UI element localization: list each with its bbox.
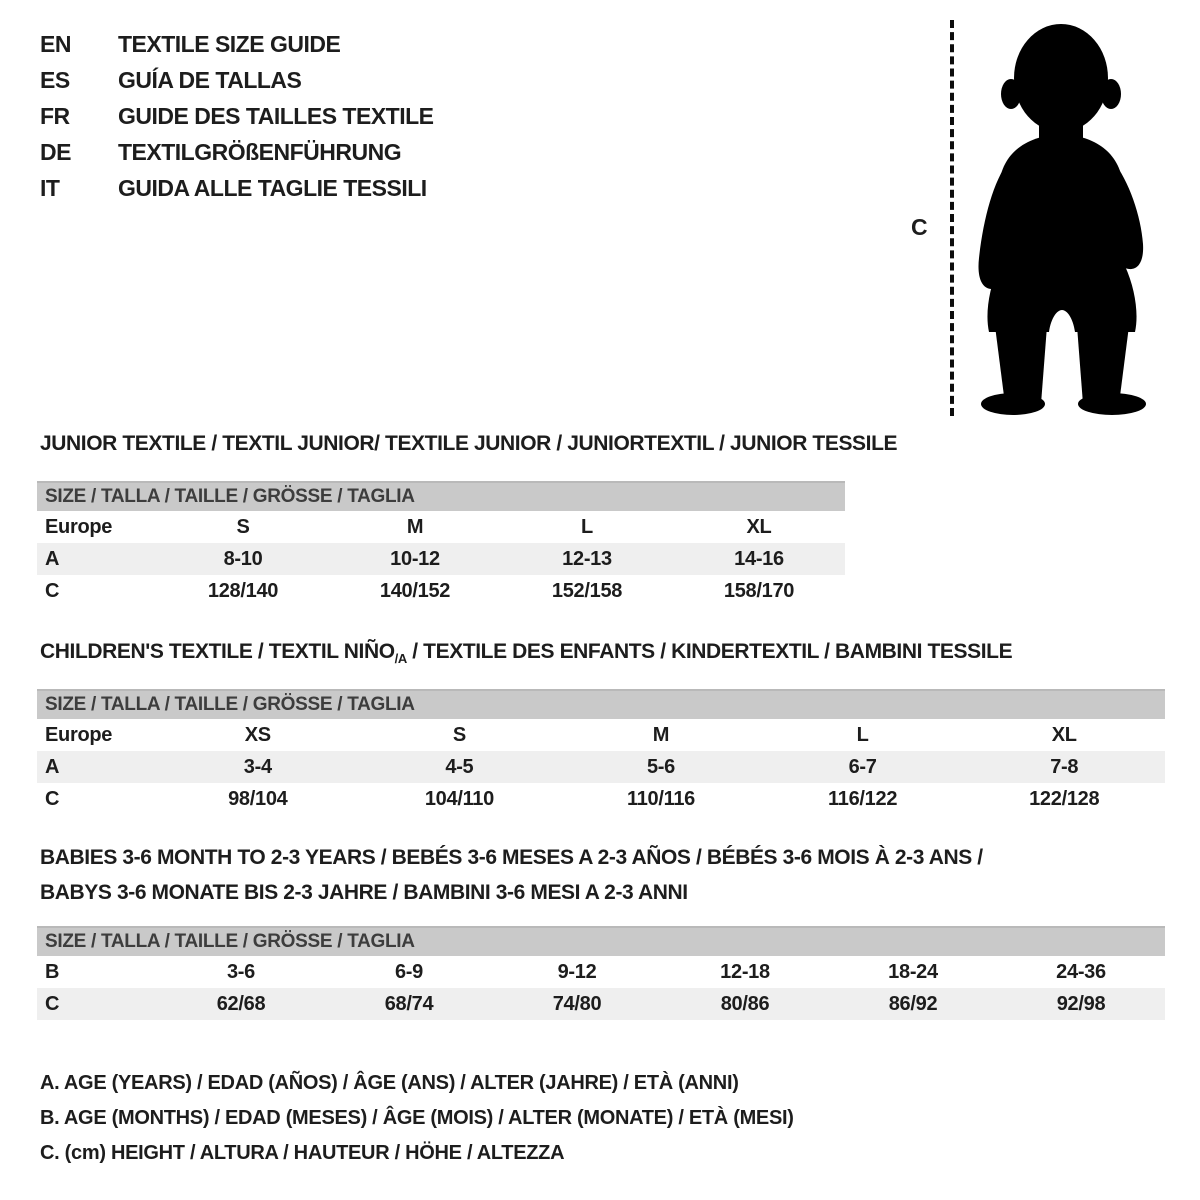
children-size-s: S (452, 723, 466, 746)
children-section-heading (40, 640, 1012, 666)
babies-height-cell: 86/92 (888, 992, 938, 1015)
junior-size-s: S (236, 515, 250, 538)
junior-height-row-label: C (45, 579, 60, 602)
children-height-cell: 116/122 (828, 787, 898, 810)
children-heading-part1: CHILDREN'S TEXTILE / TEXTIL NIÑO (40, 640, 395, 663)
legend-text-b: B. AGE (MONTHS) / EDAD (MESES) / ÂGE (MOIS) / ALTER (MONATE) / ETÀ (MESI) (40, 1107, 794, 1129)
junior-size-m: M (406, 515, 424, 538)
babies-months-row (37, 956, 1165, 988)
junior-age-cell: 14-16 (734, 547, 784, 570)
height-figure (905, 14, 1165, 424)
junior-section-heading: JUNIOR TEXTILE / TEXTIL JUNIOR/ TEXTILE JUNIOR / JUNIORTEXTIL / JUNIOR TESSILE (40, 432, 898, 455)
babies-months-cell: 18-24 (888, 960, 938, 983)
babies-size-table (37, 926, 1165, 1020)
children-height-cell: 122/128 (1029, 787, 1100, 810)
language-title-list (40, 26, 434, 206)
legend-text-a: A. AGE (YEARS) / EDAD (AÑOS) / ÂGE (ANS) / ALTER (JAHRE) / ETÀ (ANNI) (40, 1072, 739, 1094)
children-europe-label: Europe (45, 723, 113, 746)
babies-height-cell: 92/98 (1056, 992, 1106, 1015)
babies-months-cell: 24-36 (1056, 960, 1106, 983)
children-age-row-label: A (45, 755, 60, 778)
babies-section-heading-line1: BABIES 3-6 MONTH TO 2-3 YEARS / BEBÉS 3-6 MESES A 2-3 AÑOS / BÉBÉS 3-6 MOIS À 2-3 ANS / (40, 846, 983, 869)
lang-code-de: DE (40, 138, 71, 165)
babies-months-row-label: B (45, 960, 60, 983)
junior-age-cell: 12-13 (562, 547, 612, 570)
legend-line-b (40, 1101, 794, 1136)
babies-height-cell: 68/74 (384, 992, 434, 1015)
babies-height-cell: 62/68 (216, 992, 266, 1015)
junior-size-xl: XL (746, 515, 772, 538)
children-height-row-label: C (45, 787, 60, 810)
legend (40, 1066, 794, 1171)
children-height-cell: 104/110 (424, 787, 494, 810)
junior-height-row (37, 575, 845, 607)
children-size-header-band: SIZE / TALLA / TAILLE / GRÖSSE / TAGLIA (37, 689, 1165, 719)
lang-title-es: GUÍA DE TALLAS (118, 66, 302, 93)
junior-size-l: L (581, 515, 593, 538)
children-size-l: L (856, 723, 869, 746)
babies-height-row (37, 988, 1165, 1020)
children-age-cell: 3-4 (243, 755, 272, 778)
lang-code-es: ES (40, 66, 70, 93)
children-size-xs: XS (244, 723, 271, 746)
junior-europe-label: Europe (45, 515, 113, 538)
children-size-table (37, 689, 1165, 815)
babies-section-heading-line2: BABYS 3-6 MONATE BIS 2-3 JAHRE / BAMBINI 3-6 MESI A 2-3 ANNI (40, 881, 688, 904)
babies-height-row-label: C (45, 992, 60, 1015)
toddler-silhouette-icon (969, 14, 1159, 418)
junior-size-header-band: SIZE / TALLA / TAILLE / GRÖSSE / TAGLIA (37, 481, 845, 511)
height-measure-label: C (911, 214, 928, 240)
children-age-row (37, 751, 1165, 783)
lang-row-en (40, 26, 434, 62)
children-age-cell: 6-7 (848, 755, 877, 778)
children-size-m: M (652, 723, 670, 746)
babies-months-cell: 9-12 (557, 960, 597, 983)
lang-title-fr: GUIDE DES TAILLES TEXTILE (118, 102, 434, 129)
height-measure-dashed-line (950, 20, 954, 416)
lang-title-de: TEXTILGRÖßENFÜHRUNG (118, 138, 402, 165)
babies-size-header-band: SIZE / TALLA / TAILLE / GRÖSSE / TAGLIA (37, 926, 1165, 956)
junior-height-cell: 158/170 (723, 579, 795, 602)
babies-height-cell: 74/80 (552, 992, 602, 1015)
junior-height-cell: 128/140 (207, 579, 279, 602)
lang-row-it (40, 170, 434, 206)
children-height-row (37, 783, 1165, 815)
junior-age-row-label: A (45, 547, 60, 570)
lang-row-fr (40, 98, 434, 134)
legend-line-c (40, 1136, 794, 1171)
legend-text-c: C. (cm) HEIGHT / ALTURA / HAUTEUR / HÖHE / ALTEZZA (40, 1142, 565, 1164)
junior-height-cell: 152/158 (551, 579, 623, 602)
junior-age-cell: 8-10 (223, 547, 263, 570)
children-heading-part2: / TEXTILE DES ENFANTS / KINDERTEXTIL / BAMBINI TESSILE (406, 640, 1013, 663)
junior-europe-row (37, 511, 845, 543)
lang-code-fr: FR (40, 102, 70, 129)
children-age-cell: 7-8 (1050, 755, 1079, 778)
lang-title-en: TEXTILE SIZE GUIDE (118, 30, 341, 57)
junior-age-row (37, 543, 845, 575)
children-age-cell: 5-6 (646, 755, 675, 778)
children-height-cell: 110/116 (626, 787, 695, 810)
children-heading-sub: /A (394, 651, 407, 667)
children-europe-row (37, 719, 1165, 751)
legend-line-a (40, 1066, 794, 1101)
lang-row-es (40, 62, 434, 98)
junior-age-cell: 10-12 (390, 547, 440, 570)
lang-row-de (40, 134, 434, 170)
lang-code-it: IT (40, 174, 60, 201)
children-height-cell: 98/104 (228, 787, 288, 810)
lang-title-it: GUIDA ALLE TAGLIE TESSILI (118, 174, 427, 201)
junior-height-cell: 140/152 (379, 579, 451, 602)
babies-months-cell: 12-18 (720, 960, 770, 983)
babies-months-cell: 3-6 (226, 960, 255, 983)
lang-code-en: EN (40, 30, 71, 57)
babies-height-cell: 80/86 (720, 992, 770, 1015)
junior-size-table (37, 481, 845, 607)
children-age-cell: 4-5 (445, 755, 474, 778)
babies-months-cell: 6-9 (394, 960, 423, 983)
children-size-xl: XL (1051, 723, 1077, 746)
